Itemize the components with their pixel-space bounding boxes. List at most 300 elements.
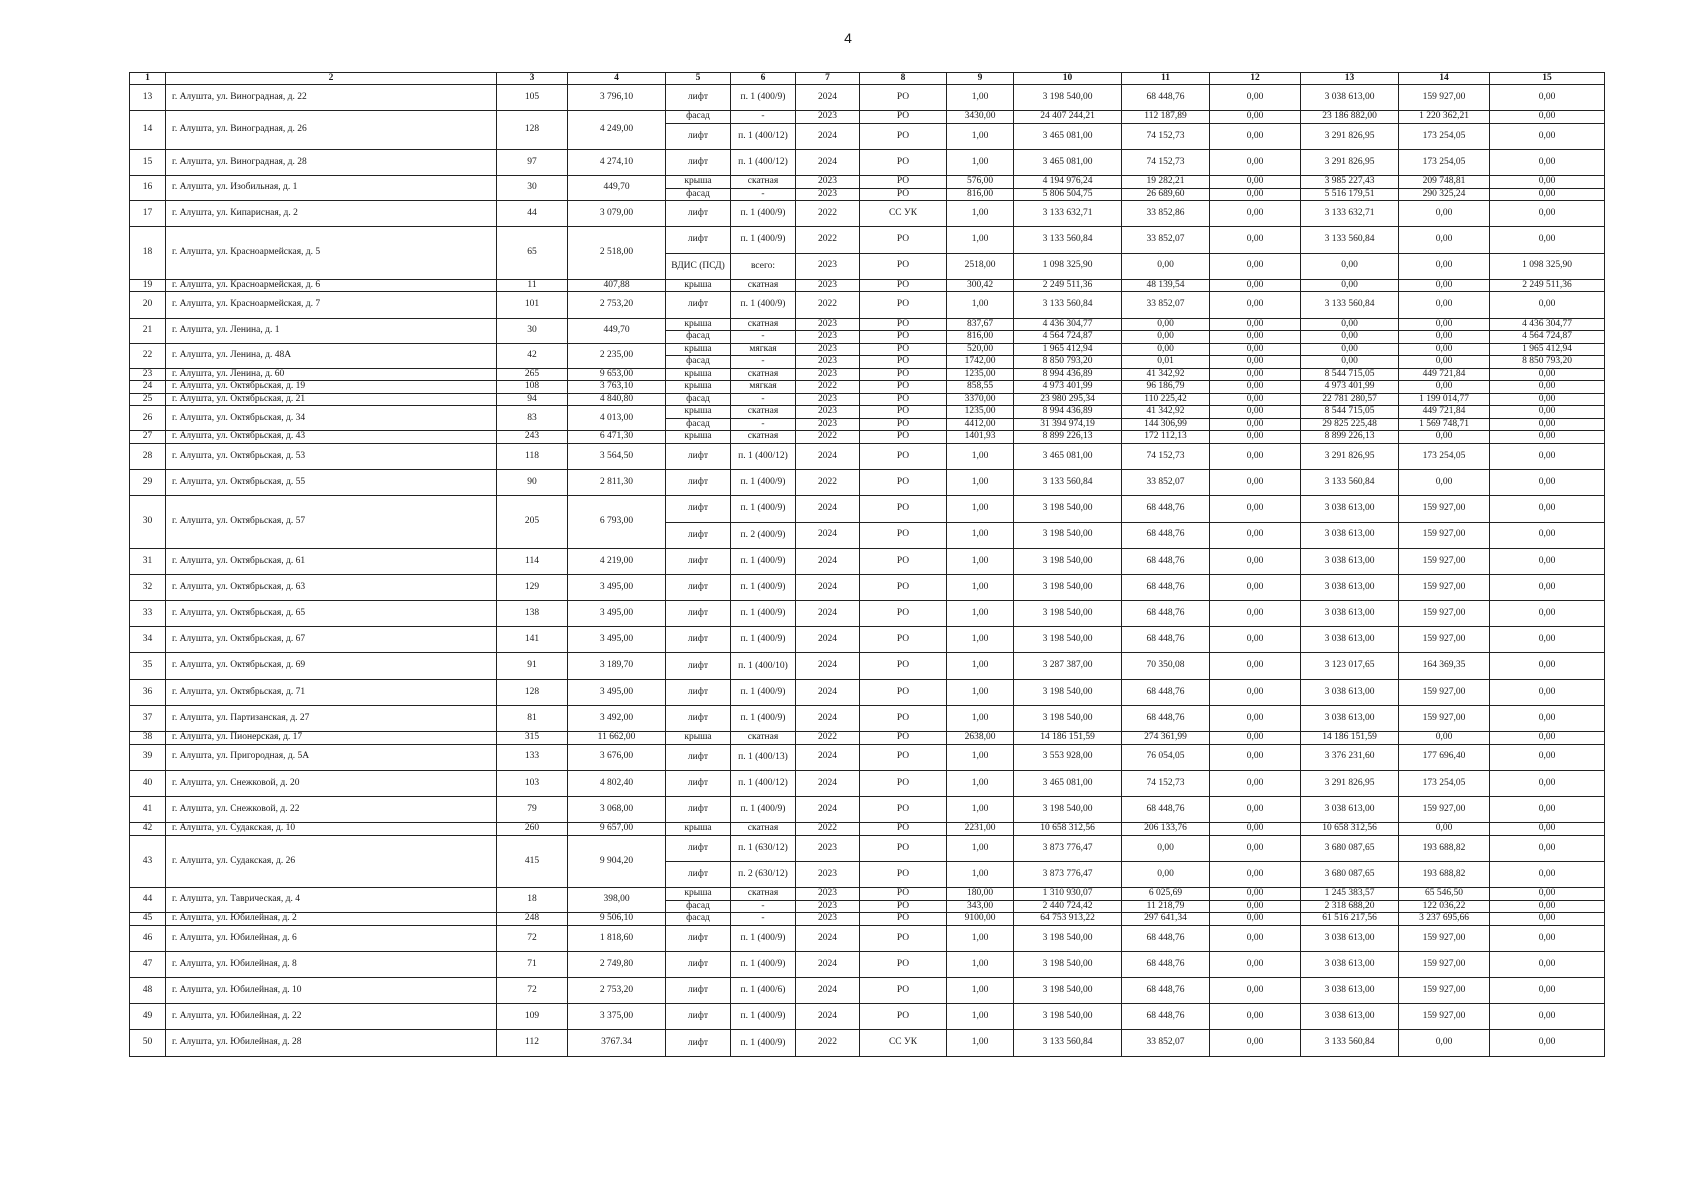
row-number: 14 bbox=[130, 111, 166, 150]
cost-fund: 0,00 bbox=[1210, 418, 1301, 431]
work-detail: скатная bbox=[731, 406, 796, 419]
work-method: РО bbox=[860, 653, 947, 679]
work-method: РО bbox=[860, 292, 947, 318]
house-area: 9 657,00 bbox=[568, 823, 666, 836]
work-year: 2024 bbox=[796, 796, 860, 822]
work-volume: 2518,00 bbox=[947, 253, 1014, 279]
total-cost: 1 965 412,94 bbox=[1014, 343, 1122, 356]
cost-owners: 0,00 bbox=[1490, 443, 1605, 469]
house-address: г. Алушта, ул. Красноармейская, д. 7 bbox=[166, 292, 497, 318]
work-detail: скатная bbox=[731, 279, 796, 292]
work-year: 2024 bbox=[796, 705, 860, 731]
house-area: 2 811,30 bbox=[568, 470, 666, 496]
total-cost: 3 198 540,00 bbox=[1014, 496, 1122, 522]
table-row bbox=[130, 574, 1605, 600]
work-year: 2024 bbox=[796, 496, 860, 522]
table-row bbox=[130, 770, 1605, 796]
cost-owners: 0,00 bbox=[1490, 470, 1605, 496]
cost-fund-3: 0,00 bbox=[1399, 1030, 1490, 1056]
work-type: лифт bbox=[666, 653, 731, 679]
row-number: 34 bbox=[130, 627, 166, 653]
cost-owners: 0,00 bbox=[1490, 418, 1605, 431]
house-area: 2 749,80 bbox=[568, 951, 666, 977]
row-number: 41 bbox=[130, 796, 166, 822]
row-number: 20 bbox=[130, 292, 166, 318]
row-number: 16 bbox=[130, 176, 166, 201]
apartment-count: 205 bbox=[497, 496, 568, 548]
house-address: г. Алушта, ул. Виноградная, д. 22 bbox=[166, 85, 497, 111]
work-method: РО bbox=[860, 900, 947, 913]
cost-fund-3: 164 369,35 bbox=[1399, 653, 1490, 679]
work-method: РО bbox=[860, 393, 947, 406]
unit-cost: 6 025,69 bbox=[1122, 888, 1210, 901]
work-detail: п. 1 (400/9) bbox=[731, 951, 796, 977]
work-type: лифт bbox=[666, 496, 731, 522]
cost-fund-2: 3 038 613,00 bbox=[1301, 496, 1399, 522]
cost-fund-2: 10 658 312,56 bbox=[1301, 823, 1399, 836]
table-row bbox=[130, 1004, 1605, 1030]
house-address: г. Алушта, ул. Октябрьская, д. 63 bbox=[166, 574, 497, 600]
cost-fund-2: 2 318 688,20 bbox=[1301, 900, 1399, 913]
work-volume: 300,42 bbox=[947, 279, 1014, 292]
work-volume: 1,00 bbox=[947, 601, 1014, 627]
apartment-count: 260 bbox=[497, 823, 568, 836]
work-year: 2023 bbox=[796, 343, 860, 356]
cost-fund: 0,00 bbox=[1210, 951, 1301, 977]
unit-cost: 68 448,76 bbox=[1122, 796, 1210, 822]
work-detail: п. 2 (400/9) bbox=[731, 522, 796, 548]
work-detail: п. 1 (400/9) bbox=[731, 705, 796, 731]
apartment-count: 42 bbox=[497, 343, 568, 368]
work-method: РО bbox=[860, 574, 947, 600]
table-row bbox=[130, 627, 1605, 653]
cost-fund-2: 0,00 bbox=[1301, 318, 1399, 331]
work-method: РО bbox=[860, 356, 947, 369]
house-address: г. Алушта, ул. Юбилейная, д. 10 bbox=[166, 978, 497, 1004]
cost-fund-2: 3 038 613,00 bbox=[1301, 548, 1399, 574]
work-type: фасад bbox=[666, 111, 731, 124]
cost-fund-3: 193 688,82 bbox=[1399, 861, 1490, 887]
cost-fund: 0,00 bbox=[1210, 796, 1301, 822]
work-year: 2023 bbox=[796, 888, 860, 901]
work-volume: 1,00 bbox=[947, 522, 1014, 548]
work-method: РО bbox=[860, 627, 947, 653]
cost-fund-3: 209 748,81 bbox=[1399, 176, 1490, 189]
table-row bbox=[130, 496, 1605, 522]
table-row bbox=[130, 548, 1605, 574]
work-year: 2024 bbox=[796, 925, 860, 951]
cost-fund-3: 0,00 bbox=[1399, 279, 1490, 292]
cost-owners: 0,00 bbox=[1490, 496, 1605, 522]
work-type: крыша bbox=[666, 318, 731, 331]
apartment-count: 97 bbox=[497, 149, 568, 175]
work-method: РО bbox=[860, 835, 947, 861]
cost-fund-2: 3 133 560,84 bbox=[1301, 1030, 1399, 1056]
row-number: 27 bbox=[130, 431, 166, 444]
cost-fund-2: 3 680 087,65 bbox=[1301, 861, 1399, 887]
column-number: 5 bbox=[666, 73, 731, 85]
cost-fund-2: 3 038 613,00 bbox=[1301, 978, 1399, 1004]
work-detail: п. 1 (400/9) bbox=[731, 548, 796, 574]
row-number: 47 bbox=[130, 951, 166, 977]
cost-fund-2: 3 133 560,84 bbox=[1301, 292, 1399, 318]
work-method: РО bbox=[860, 679, 947, 705]
cost-owners: 0,00 bbox=[1490, 925, 1605, 951]
total-cost: 5 806 504,75 bbox=[1014, 188, 1122, 201]
cost-fund-3: 1 220 362,21 bbox=[1399, 111, 1490, 124]
house-area: 9 653,00 bbox=[568, 368, 666, 381]
total-cost: 8 994 436,89 bbox=[1014, 406, 1122, 419]
work-year: 2023 bbox=[796, 111, 860, 124]
work-year: 2024 bbox=[796, 522, 860, 548]
cost-owners: 0,00 bbox=[1490, 1004, 1605, 1030]
work-type: лифт bbox=[666, 951, 731, 977]
cost-fund: 0,00 bbox=[1210, 381, 1301, 394]
cost-owners: 0,00 bbox=[1490, 888, 1605, 901]
work-method: РО bbox=[860, 176, 947, 189]
row-number: 30 bbox=[130, 496, 166, 548]
work-method: РО bbox=[860, 470, 947, 496]
total-cost: 3 133 632,71 bbox=[1014, 201, 1122, 227]
total-cost: 4 436 304,77 bbox=[1014, 318, 1122, 331]
cost-fund-2: 14 186 151,59 bbox=[1301, 732, 1399, 745]
work-detail: п. 1 (400/13) bbox=[731, 744, 796, 770]
work-type: лифт bbox=[666, 601, 731, 627]
work-volume: 1235,00 bbox=[947, 406, 1014, 419]
work-volume: 858,55 bbox=[947, 381, 1014, 394]
work-method: РО bbox=[860, 1004, 947, 1030]
work-detail: п. 1 (630/12) bbox=[731, 835, 796, 861]
cost-owners: 0,00 bbox=[1490, 861, 1605, 887]
work-method: РО bbox=[860, 331, 947, 344]
row-number: 22 bbox=[130, 343, 166, 368]
unit-cost: 68 448,76 bbox=[1122, 705, 1210, 731]
work-method: СС УК bbox=[860, 201, 947, 227]
cost-fund-2: 3 133 560,84 bbox=[1301, 227, 1399, 253]
cost-owners: 0,00 bbox=[1490, 978, 1605, 1004]
cost-fund-3: 159 927,00 bbox=[1399, 496, 1490, 522]
work-method: РО bbox=[860, 913, 947, 926]
cost-fund: 0,00 bbox=[1210, 279, 1301, 292]
unit-cost: 68 448,76 bbox=[1122, 1004, 1210, 1030]
work-year: 2023 bbox=[796, 393, 860, 406]
house-area: 4 840,80 bbox=[568, 393, 666, 406]
cost-owners: 0,00 bbox=[1490, 913, 1605, 926]
cost-owners: 0,00 bbox=[1490, 406, 1605, 419]
work-year: 2023 bbox=[796, 356, 860, 369]
cost-fund: 0,00 bbox=[1210, 601, 1301, 627]
work-detail: п. 1 (400/12) bbox=[731, 443, 796, 469]
table-row bbox=[130, 227, 1605, 253]
apartment-count: 72 bbox=[497, 925, 568, 951]
total-cost: 3 198 540,00 bbox=[1014, 574, 1122, 600]
cost-fund-2: 3 038 613,00 bbox=[1301, 705, 1399, 731]
apartment-count: 11 bbox=[497, 279, 568, 292]
cost-owners: 0,00 bbox=[1490, 292, 1605, 318]
cost-fund: 0,00 bbox=[1210, 705, 1301, 731]
cost-fund: 0,00 bbox=[1210, 176, 1301, 189]
unit-cost: 172 112,13 bbox=[1122, 431, 1210, 444]
work-year: 2022 bbox=[796, 381, 860, 394]
unit-cost: 41 342,92 bbox=[1122, 406, 1210, 419]
cost-fund: 0,00 bbox=[1210, 1030, 1301, 1056]
work-type: фасад bbox=[666, 900, 731, 913]
work-method: РО bbox=[860, 318, 947, 331]
table-row bbox=[130, 925, 1605, 951]
work-detail: скатная bbox=[731, 318, 796, 331]
total-cost: 8 850 793,20 bbox=[1014, 356, 1122, 369]
work-volume: 1235,00 bbox=[947, 368, 1014, 381]
apartment-count: 133 bbox=[497, 744, 568, 770]
apartment-count: 30 bbox=[497, 318, 568, 343]
cost-owners: 0,00 bbox=[1490, 85, 1605, 111]
work-year: 2023 bbox=[796, 188, 860, 201]
table-body bbox=[130, 73, 1605, 1057]
table-row bbox=[130, 679, 1605, 705]
work-year: 2022 bbox=[796, 227, 860, 253]
row-number: 45 bbox=[130, 913, 166, 926]
unit-cost: 68 448,76 bbox=[1122, 85, 1210, 111]
work-type: лифт bbox=[666, 744, 731, 770]
total-cost: 3 198 540,00 bbox=[1014, 796, 1122, 822]
total-cost: 3 133 560,84 bbox=[1014, 1030, 1122, 1056]
cost-fund-3: 159 927,00 bbox=[1399, 679, 1490, 705]
work-detail: скатная bbox=[731, 368, 796, 381]
work-type: крыша bbox=[666, 343, 731, 356]
cost-owners: 0,00 bbox=[1490, 393, 1605, 406]
cost-owners: 0,00 bbox=[1490, 188, 1605, 201]
cost-fund-2: 3 680 087,65 bbox=[1301, 835, 1399, 861]
house-area: 6 793,00 bbox=[568, 496, 666, 548]
cost-fund-3: 159 927,00 bbox=[1399, 574, 1490, 600]
cost-fund-2: 0,00 bbox=[1301, 331, 1399, 344]
work-volume: 1,00 bbox=[947, 861, 1014, 887]
cost-fund: 0,00 bbox=[1210, 744, 1301, 770]
work-volume: 1,00 bbox=[947, 227, 1014, 253]
work-detail: п. 2 (630/12) bbox=[731, 861, 796, 887]
work-detail: скатная bbox=[731, 888, 796, 901]
house-address: г. Алушта, ул. Юбилейная, д. 28 bbox=[166, 1030, 497, 1056]
cost-fund-2: 0,00 bbox=[1301, 343, 1399, 356]
cost-fund-3: 449 721,84 bbox=[1399, 406, 1490, 419]
work-method: РО bbox=[860, 279, 947, 292]
work-method: РО bbox=[860, 951, 947, 977]
work-type: лифт bbox=[666, 574, 731, 600]
cost-fund-3: 0,00 bbox=[1399, 381, 1490, 394]
total-cost: 8 899 226,13 bbox=[1014, 431, 1122, 444]
house-address: г. Алушта, ул. Снежковой, д. 20 bbox=[166, 770, 497, 796]
cost-fund-2: 0,00 bbox=[1301, 279, 1399, 292]
house-area: 4 249,00 bbox=[568, 111, 666, 150]
cost-fund-2: 3 133 632,71 bbox=[1301, 201, 1399, 227]
cost-fund-3: 177 696,40 bbox=[1399, 744, 1490, 770]
unit-cost: 297 641,34 bbox=[1122, 913, 1210, 926]
unit-cost: 110 225,42 bbox=[1122, 393, 1210, 406]
work-detail: п. 1 (400/12) bbox=[731, 149, 796, 175]
unit-cost: 0,00 bbox=[1122, 331, 1210, 344]
work-year: 2023 bbox=[796, 279, 860, 292]
work-type: фасад bbox=[666, 188, 731, 201]
work-volume: 1,00 bbox=[947, 574, 1014, 600]
table-row bbox=[130, 149, 1605, 175]
cost-fund-2: 3 123 017,65 bbox=[1301, 653, 1399, 679]
unit-cost: 0,01 bbox=[1122, 356, 1210, 369]
work-method: РО bbox=[860, 406, 947, 419]
row-number: 42 bbox=[130, 823, 166, 836]
house-area: 3 796,10 bbox=[568, 85, 666, 111]
total-cost: 3 133 560,84 bbox=[1014, 227, 1122, 253]
total-cost: 3 133 560,84 bbox=[1014, 292, 1122, 318]
cost-fund-2: 3 038 613,00 bbox=[1301, 925, 1399, 951]
work-detail: скатная bbox=[731, 732, 796, 745]
cost-fund-3: 173 254,05 bbox=[1399, 123, 1490, 149]
row-number: 17 bbox=[130, 201, 166, 227]
work-volume: 1,00 bbox=[947, 496, 1014, 522]
work-type: лифт bbox=[666, 470, 731, 496]
work-detail: - bbox=[731, 356, 796, 369]
column-number: 15 bbox=[1490, 73, 1605, 85]
cost-owners: 0,00 bbox=[1490, 900, 1605, 913]
work-detail: п. 1 (400/12) bbox=[731, 770, 796, 796]
cost-fund-3: 159 927,00 bbox=[1399, 951, 1490, 977]
cost-fund: 0,00 bbox=[1210, 331, 1301, 344]
unit-cost: 33 852,07 bbox=[1122, 470, 1210, 496]
work-volume: 9100,00 bbox=[947, 913, 1014, 926]
cost-fund-3: 0,00 bbox=[1399, 318, 1490, 331]
apartment-count: 72 bbox=[497, 978, 568, 1004]
work-year: 2024 bbox=[796, 548, 860, 574]
cost-owners: 0,00 bbox=[1490, 823, 1605, 836]
cost-owners: 0,00 bbox=[1490, 951, 1605, 977]
unit-cost: 68 448,76 bbox=[1122, 601, 1210, 627]
cost-owners: 0,00 bbox=[1490, 431, 1605, 444]
work-year: 2024 bbox=[796, 443, 860, 469]
cost-owners: 1 098 325,90 bbox=[1490, 253, 1605, 279]
house-area: 1 818,60 bbox=[568, 925, 666, 951]
table-row bbox=[130, 796, 1605, 822]
cost-owners: 0,00 bbox=[1490, 1030, 1605, 1056]
cost-fund-2: 3 038 613,00 bbox=[1301, 951, 1399, 977]
house-address: г. Алушта, ул. Юбилейная, д. 2 bbox=[166, 913, 497, 926]
work-year: 2022 bbox=[796, 823, 860, 836]
unit-cost: 48 139,54 bbox=[1122, 279, 1210, 292]
house-area: 2 518,00 bbox=[568, 227, 666, 279]
house-address: г. Алушта, ул. Октябрьская, д. 67 bbox=[166, 627, 497, 653]
table-row bbox=[130, 368, 1605, 381]
house-address: г. Алушта, ул. Ленина, д. 60 bbox=[166, 368, 497, 381]
house-area: 11 662,00 bbox=[568, 732, 666, 745]
work-method: РО bbox=[860, 522, 947, 548]
apartment-count: 128 bbox=[497, 679, 568, 705]
work-detail: п. 1 (400/9) bbox=[731, 679, 796, 705]
table-row bbox=[130, 744, 1605, 770]
work-method: РО bbox=[860, 253, 947, 279]
house-address: г. Алушта, ул. Октябрьская, д. 65 bbox=[166, 601, 497, 627]
row-number: 44 bbox=[130, 888, 166, 913]
total-cost: 3 198 540,00 bbox=[1014, 925, 1122, 951]
cost-owners: 2 249 511,36 bbox=[1490, 279, 1605, 292]
table-row bbox=[130, 732, 1605, 745]
cost-owners: 0,00 bbox=[1490, 732, 1605, 745]
work-volume: 1,00 bbox=[947, 744, 1014, 770]
house-area: 2 753,20 bbox=[568, 978, 666, 1004]
house-address: г. Алушта, ул. Октябрьская, д. 57 bbox=[166, 496, 497, 548]
work-detail: - bbox=[731, 331, 796, 344]
total-cost: 24 407 244,21 bbox=[1014, 111, 1122, 124]
apartment-count: 243 bbox=[497, 431, 568, 444]
total-cost: 3 553 928,00 bbox=[1014, 744, 1122, 770]
work-detail: мягкая bbox=[731, 381, 796, 394]
work-method: РО bbox=[860, 732, 947, 745]
cost-fund-3: 159 927,00 bbox=[1399, 522, 1490, 548]
house-area: 4 802,40 bbox=[568, 770, 666, 796]
house-address: г. Алушта, ул. Октябрьская, д. 71 bbox=[166, 679, 497, 705]
table-row bbox=[130, 888, 1605, 901]
unit-cost: 41 342,92 bbox=[1122, 368, 1210, 381]
apartment-count: 90 bbox=[497, 470, 568, 496]
house-address: г. Алушта, ул. Изобильная, д. 1 bbox=[166, 176, 497, 201]
cost-fund-3: 159 927,00 bbox=[1399, 548, 1490, 574]
work-year: 2023 bbox=[796, 176, 860, 189]
work-type: крыша bbox=[666, 888, 731, 901]
column-number: 4 bbox=[568, 73, 666, 85]
apartment-count: 65 bbox=[497, 227, 568, 279]
work-year: 2023 bbox=[796, 318, 860, 331]
cost-fund-2: 29 825 225,48 bbox=[1301, 418, 1399, 431]
column-number: 6 bbox=[731, 73, 796, 85]
cost-fund-3: 65 546,50 bbox=[1399, 888, 1490, 901]
total-cost: 3 198 540,00 bbox=[1014, 951, 1122, 977]
work-type: лифт bbox=[666, 627, 731, 653]
cost-fund: 0,00 bbox=[1210, 679, 1301, 705]
cost-fund-3: 0,00 bbox=[1399, 431, 1490, 444]
work-year: 2024 bbox=[796, 653, 860, 679]
house-address: г. Алушта, ул. Октябрьская, д. 43 bbox=[166, 431, 497, 444]
work-volume: 3370,00 bbox=[947, 393, 1014, 406]
work-volume: 1,00 bbox=[947, 796, 1014, 822]
total-cost: 3 465 081,00 bbox=[1014, 443, 1122, 469]
unit-cost: 96 186,79 bbox=[1122, 381, 1210, 394]
house-area: 4 219,00 bbox=[568, 548, 666, 574]
house-area: 3 495,00 bbox=[568, 627, 666, 653]
total-cost: 3 465 081,00 bbox=[1014, 123, 1122, 149]
house-address: г. Алушта, ул. Октябрьская, д. 55 bbox=[166, 470, 497, 496]
work-detail: п. 1 (400/9) bbox=[731, 627, 796, 653]
work-year: 2022 bbox=[796, 1030, 860, 1056]
work-volume: 1,00 bbox=[947, 149, 1014, 175]
cost-fund: 0,00 bbox=[1210, 406, 1301, 419]
cost-fund-3: 0,00 bbox=[1399, 470, 1490, 496]
cost-fund: 0,00 bbox=[1210, 522, 1301, 548]
work-method: РО bbox=[860, 149, 947, 175]
cost-owners: 0,00 bbox=[1490, 744, 1605, 770]
work-year: 2023 bbox=[796, 253, 860, 279]
work-method: РО bbox=[860, 496, 947, 522]
cost-owners: 0,00 bbox=[1490, 149, 1605, 175]
total-cost: 3 198 540,00 bbox=[1014, 627, 1122, 653]
work-method: РО bbox=[860, 381, 947, 394]
row-number: 39 bbox=[130, 744, 166, 770]
work-volume: 816,00 bbox=[947, 188, 1014, 201]
work-detail: - bbox=[731, 418, 796, 431]
cost-fund: 0,00 bbox=[1210, 978, 1301, 1004]
table-row bbox=[130, 705, 1605, 731]
work-year: 2023 bbox=[796, 861, 860, 887]
cost-fund-2: 3 133 560,84 bbox=[1301, 470, 1399, 496]
work-type: лифт bbox=[666, 123, 731, 149]
cost-fund-2: 8 544 715,05 bbox=[1301, 368, 1399, 381]
cost-fund: 0,00 bbox=[1210, 913, 1301, 926]
